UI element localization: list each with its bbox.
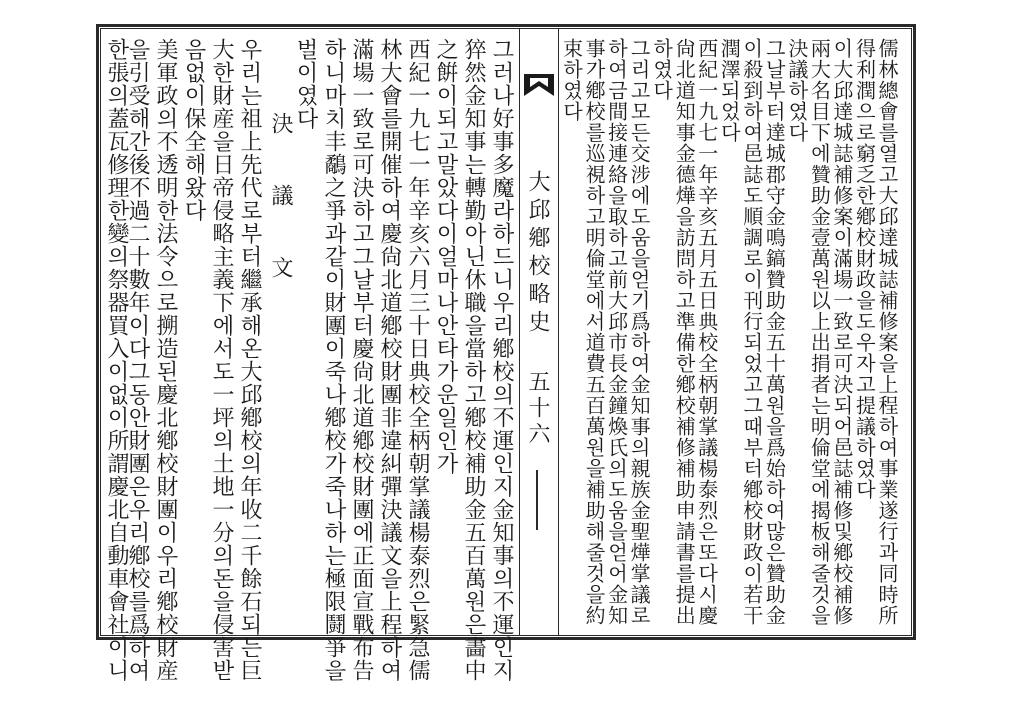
text-column: 大한財産을日帝侵略主義下에서도一坪의土地一分의돈을侵害받 bbox=[209, 38, 234, 682]
text-column: 벌이였다 bbox=[293, 38, 318, 130]
text-column: 滿場一致로可決하고그날부터慶尙北道鄕校財團에正面宣戰布告 bbox=[349, 38, 374, 682]
text-column: 음없이保全해왔다 bbox=[181, 38, 206, 222]
text-column: 猝然金知事는轉勤아닌休職을當하고鄕校補助金五百萬원은畵中 bbox=[461, 38, 486, 682]
text-column: 우리는祖上先代로부터繼承해온大邱鄕校의年收二千餘石되는巨 bbox=[237, 38, 262, 682]
text-column: 決議하였다 bbox=[784, 38, 809, 143]
text-column: 林大會를開催하여慶尙北道鄕校財團非違糾彈決議文을上程하여 bbox=[377, 38, 402, 682]
gutter-rule bbox=[536, 470, 538, 530]
text-column: 西紀一九七一年辛亥六月三十日典校全柄朝掌議楊泰烈은緊急儒 bbox=[405, 38, 430, 682]
page-number: 五十六 bbox=[525, 370, 550, 448]
text-column: 儒林總會를열고大邱達城誌補修案을上程하여事業遂行과同時所 bbox=[874, 38, 899, 626]
text-column: 한張의蓋瓦修理한變의祭器買入이없이所謂慶北自動車會社이니 bbox=[104, 38, 129, 682]
text-column: 事가鄕校를巡視하고明倫堂에서道費五百萬원을補助해줄것을約 bbox=[582, 38, 607, 626]
text-column: 그러나好事多魔라하드니우리鄕校의不運인지金知事의不運인지 bbox=[489, 38, 514, 682]
text-column: 그리고모든交涉에도움을얻기爲하여金知事의親族金聖燁掌議로 bbox=[627, 38, 652, 626]
text-column: 이大邱達城誌補修案이滿場一致로可決되어邑誌補修및鄕校補修 bbox=[829, 38, 854, 626]
text-column: 西紀一九七一年辛亥五月五日典校全柄朝掌議楊泰烈은또다시慶 bbox=[694, 38, 719, 626]
text-column: 潤澤되었다 bbox=[717, 38, 742, 143]
running-title: 大邱鄕校略史 bbox=[525, 170, 550, 338]
text-column: 兩大名目下에贊助金壹萬원以上出捐者는明倫堂에揭板해줄것을 bbox=[807, 38, 832, 626]
text-column: 하여금間接連絡을取하고前大邱市長金鐘煥氏의도움을얻어金知 bbox=[604, 38, 629, 626]
text-column: 하였다 bbox=[649, 38, 674, 101]
text-column: 得利潤으로窮乏한鄕校財政을도우자고提議하였다 bbox=[852, 38, 877, 500]
text-column: 하니마치丰鷸之爭과같이財團이죽나鄕校가죽나하는極限鬪爭을 bbox=[321, 38, 346, 682]
fishtail-mark-icon bbox=[524, 74, 554, 96]
text-column: 之餠이되고말았다이얼마나안타가운일인가 bbox=[433, 38, 458, 475]
section-heading: 決 議 文 bbox=[268, 112, 293, 292]
text-column: 그날부터達城郡守金鳴鎬贊助金五十萬원을爲始하여많은贊助金 bbox=[762, 38, 787, 626]
text-column: 을引受해간後不過二十數年이다그동안財團은우리鄕校를爲하여 bbox=[125, 38, 150, 682]
text-column: 이殺到하여邑誌도順調로이刊行되었고그때부터鄕校財政이若干 bbox=[739, 38, 764, 626]
text-column: 美軍政의不透明한法令으로搠造된慶北鄕校財團이우리鄕校財産 bbox=[153, 38, 178, 682]
text-column: 尙北道知事金德燁을訪問하고準備한鄕校補修補助申請書를提出 bbox=[672, 38, 697, 626]
text-column: 束하였다 bbox=[559, 38, 584, 122]
